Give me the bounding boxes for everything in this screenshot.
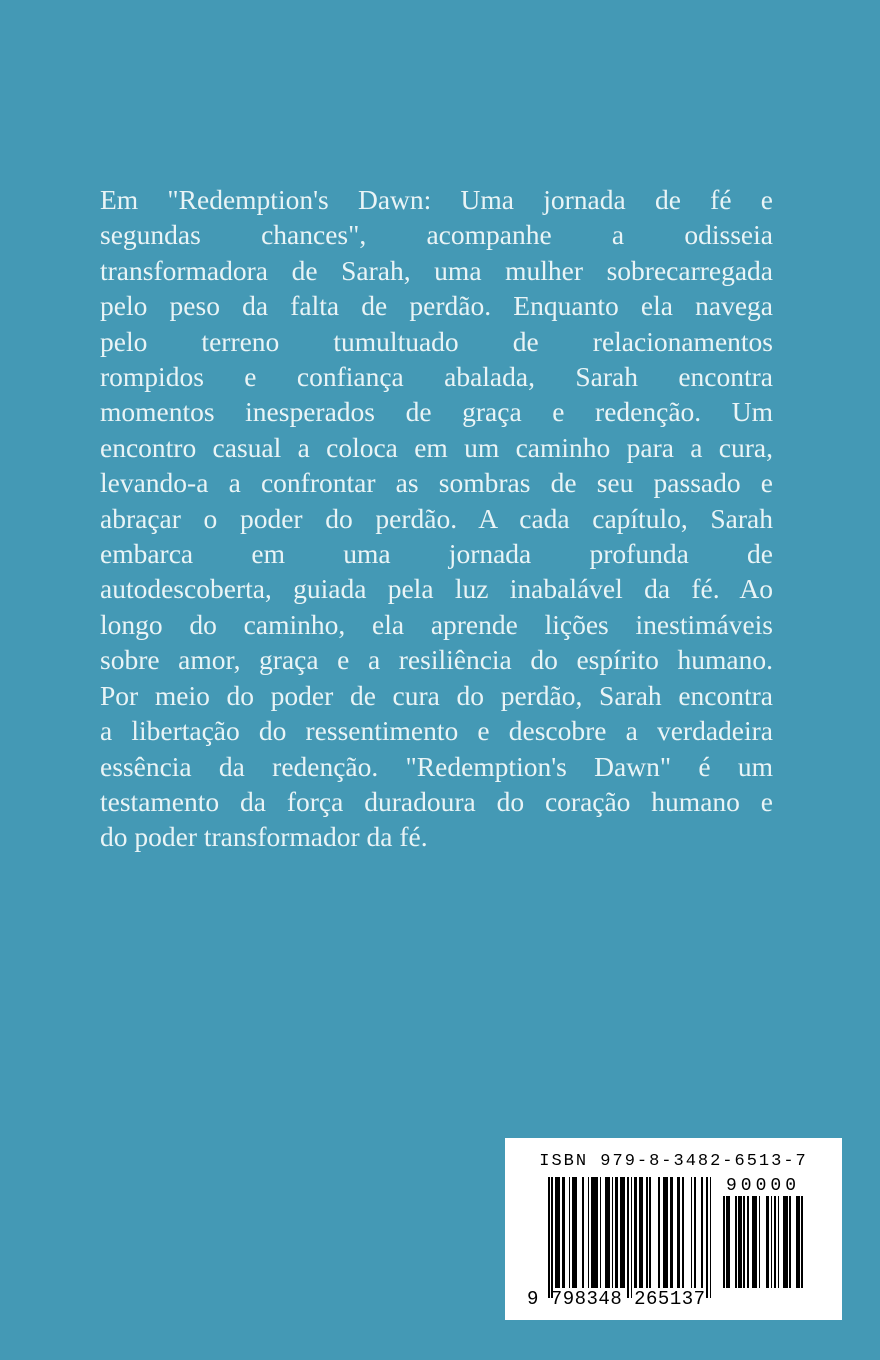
synopsis-line: testamento da força duradoura do coração humano e — [100, 785, 773, 817]
price-code-label: 90000 — [725, 1176, 800, 1196]
ean13-barcode — [548, 1177, 711, 1288]
synopsis-line: segundas chances", acompanhe a odisseia — [100, 219, 773, 251]
synopsis-line: rompidos e confiança abalada, Sarah encontra — [100, 361, 773, 393]
barcode-box — [505, 1138, 842, 1320]
synopsis-line: essência da redenção. "Redemption's Dawn" é um — [100, 750, 773, 782]
synopsis-line: embarca em uma jornada profunda de — [100, 538, 773, 570]
synopsis-line: Por meio do poder de cura do perdão, Sarah encontra — [100, 679, 773, 711]
barcode-bar — [801, 1196, 803, 1288]
synopsis-line: transformadora de Sarah, uma mulher sobrecarregada — [100, 254, 773, 286]
barcode-digits: 9 798348 265137 — [527, 1288, 706, 1310]
barcode-bar — [710, 1177, 712, 1298]
synopsis-line: do poder transformador da fé. — [100, 821, 428, 853]
synopsis-line: Em "Redemption's Dawn: Uma jornada de fé e — [100, 184, 773, 215]
synopsis-line: abraçar o poder do perdão. A cada capítulo, Sarah — [100, 502, 773, 534]
synopsis-line: pelo peso da falta de perdão. Enquanto ela navega — [100, 290, 773, 322]
synopsis-line: longo do caminho, ela aprende lições inestimáveis — [100, 608, 773, 640]
synopsis-line: momentos inesperados de graça e redenção. Um — [100, 396, 773, 428]
synopsis-line: a libertação do ressentimento e descobre a verdadeira — [100, 715, 773, 747]
synopsis-text — [100, 182, 773, 855]
isbn-label: ISBN 979-8-3482-6513-7 — [539, 1152, 808, 1171]
synopsis-line: encontro casual a coloca em um caminho para a cura, — [100, 431, 773, 463]
synopsis-line: autodescoberta, guiada pela luz inabalável da fé. Ao — [100, 573, 773, 605]
synopsis-line: levando-a a confrontar as sombras de seu passado e — [100, 467, 773, 499]
synopsis-line: sobre amor, graça e a resiliência do espírito humano. — [100, 644, 773, 676]
price-addon-barcode — [723, 1196, 803, 1288]
synopsis-line: pelo terreno tumultuado de relacionamentos — [100, 325, 773, 357]
